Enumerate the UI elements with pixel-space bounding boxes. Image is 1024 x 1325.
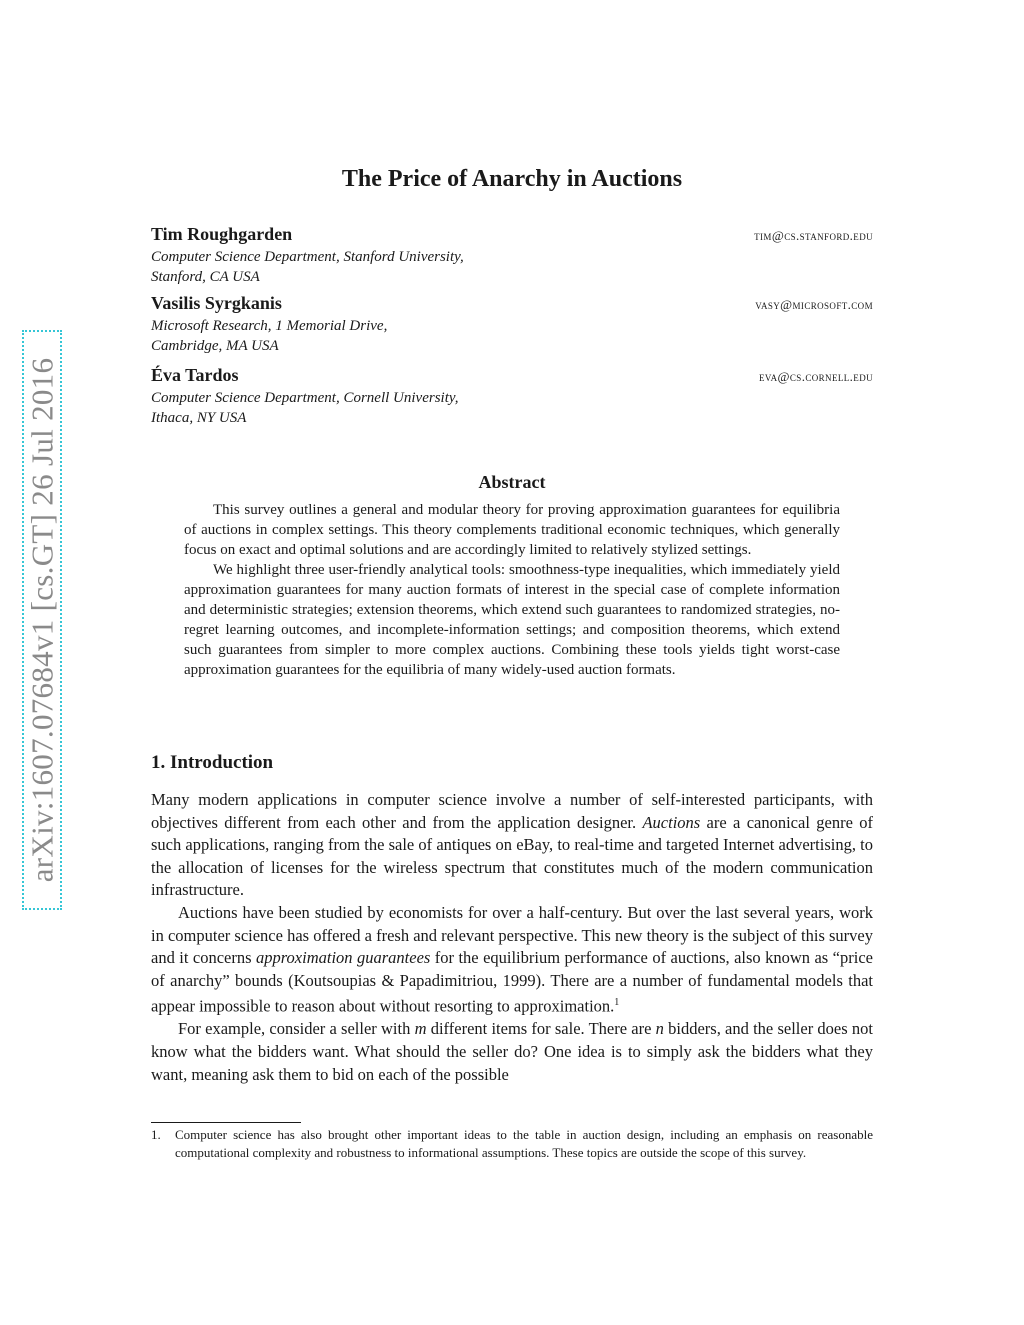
affiliation-line: Computer Science Department, Cornell University, bbox=[151, 390, 459, 406]
author-email: vasy@microsoft.com bbox=[755, 297, 873, 312]
section-heading: 1. Introduction bbox=[151, 752, 274, 773]
body-paragraph bbox=[151, 789, 873, 902]
author-block bbox=[151, 224, 873, 287]
text-run: are a canonical genre of such applications, ranging from the sale of antiques on eBay, to real-time and targeted Internet advertising, to the allocation of licenses for the wireless spectrum that constitutes much of the modern communication infrastructure. bbox=[151, 812, 873, 900]
text-run: Many modern applications in computer science involve a number of self-interested participants, with objectives different from each other and from the application designer. bbox=[151, 790, 873, 832]
abstract-heading: Abstract bbox=[478, 472, 546, 492]
author-affiliation bbox=[151, 316, 873, 356]
author-affiliation bbox=[151, 388, 873, 428]
text-run: Auctions have been studied by economists for over a half-century. But over the last several years, work in computer science has offered a fresh and relevant perspective. This new theory is the subject of this survey and it concerns bbox=[151, 902, 873, 968]
author-block bbox=[151, 365, 873, 428]
body-paragraph bbox=[151, 902, 873, 1018]
abstract-paragraph: We highlight three user-friendly analytical tools: smoothness-type inequalities, which immediately yield approximation guarantees for many auction formats of interest in the special case of complete information and deterministic strategies; extension theorems, which extend such guarantees to randomized strategies, no-regret learning outcomes, and incomplete-information settings; and composition theorems, which extend such guarantees from simpler to more complex auctions. Combining these tools yields tight worst-case approximation guarantees for the equilibria of many widely-used auction formats. bbox=[184, 562, 840, 678]
author-name: Éva Tardos bbox=[151, 365, 239, 385]
footnote-divider bbox=[151, 1122, 301, 1123]
author-email: tim@cs.stanford.edu bbox=[754, 228, 873, 243]
affiliation-line: Cambridge, MA USA bbox=[151, 338, 279, 354]
author-email: eva@cs.cornell.edu bbox=[758, 369, 873, 384]
affiliation-line: Stanford, CA USA bbox=[151, 269, 260, 285]
footnote-text: Computer science has also brought other important ideas to the table in auction design, including an emphasis on reasonable computational complexity and robustness to informational assumptions. These topics are outside the scope of this survey. bbox=[175, 1127, 873, 1160]
arxiv-stamp bbox=[22, 330, 62, 910]
emphasis: approximation guarantees bbox=[255, 948, 431, 968]
arxiv-identifier: arXiv:1607.07684v1 [cs.GT] 26 Jul 2016 bbox=[24, 357, 60, 883]
text-run: For example, consider a seller with bbox=[178, 1019, 415, 1039]
text-run: different items for sale. There are bbox=[426, 1019, 656, 1039]
math-variable: n bbox=[655, 1019, 664, 1039]
paper-title: The Price of Anarchy in Auctions bbox=[341, 166, 683, 192]
footnote-ref[interactable]: 1 bbox=[614, 997, 620, 1009]
body-paragraph bbox=[151, 1018, 873, 1086]
affiliation-line: Computer Science Department, Stanford University, bbox=[151, 249, 464, 265]
math-variable: m bbox=[414, 1019, 427, 1039]
emphasis: Auctions bbox=[642, 812, 701, 832]
abstract-paragraph: This survey outlines a general and modular theory for proving approximation guarantees for equilibria of auctions in complex settings. This theory complements traditional economic techniques, which generally focus on exact and optimal solutions and are accordingly limited to relatively stylized settings. bbox=[184, 502, 840, 558]
text-run: for the equilibrium performance of auctions, also known as “price of anarchy” bounds (Koutsoupias & Papadimitriou, 1999). There are a number of fundamental models that appear impossible to reason about without resorting to approximation. bbox=[151, 948, 873, 1016]
footnote-mark: 1. bbox=[151, 1127, 161, 1142]
author-affiliation bbox=[151, 247, 873, 287]
text-run: bidders, and the seller does not know what the bidders want. What should the seller do? One idea is to simply ask the bidders what they want, meaning ask them to bid on each of the possible bbox=[151, 1019, 873, 1084]
author-block bbox=[151, 293, 873, 356]
affiliation-line: Ithaca, NY USA bbox=[151, 410, 247, 426]
abstract-body bbox=[184, 500, 840, 680]
affiliation-line: Microsoft Research, 1 Memorial Drive, bbox=[151, 318, 388, 334]
section-body bbox=[151, 789, 873, 1086]
author-name: Vasilis Syrgkanis bbox=[151, 293, 282, 313]
footnote bbox=[151, 1126, 873, 1162]
author-name: Tim Roughgarden bbox=[151, 224, 293, 244]
